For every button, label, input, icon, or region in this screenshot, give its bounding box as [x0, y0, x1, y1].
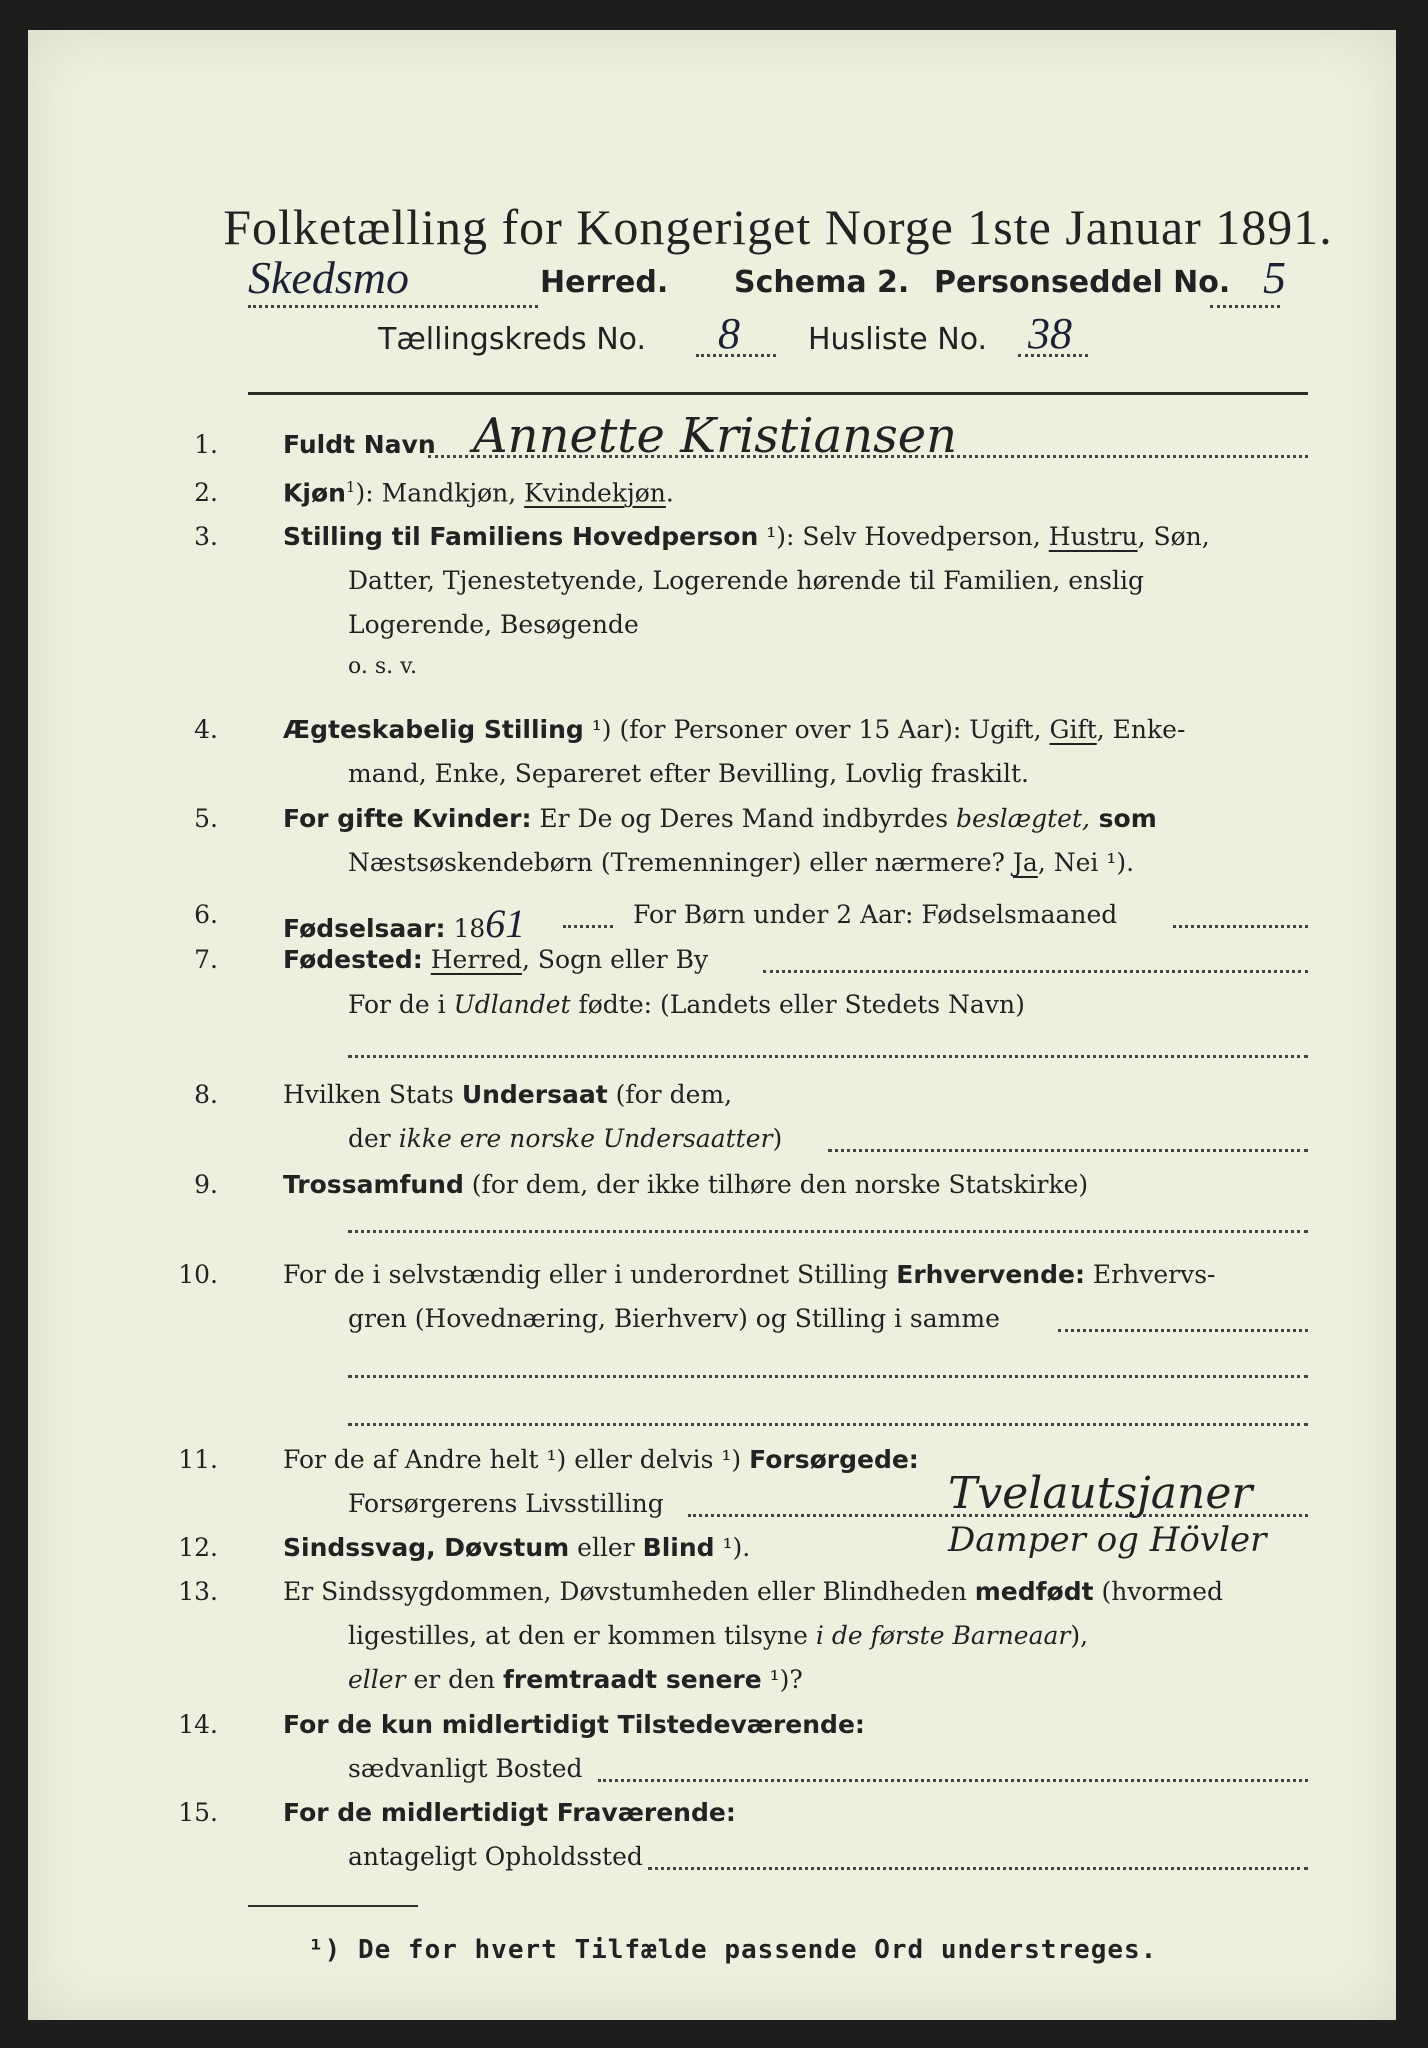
item-3-number: 3. [194, 522, 218, 551]
footnote: ¹) De for hvert Tilfælde passende Ord understreges. [308, 1935, 1158, 1965]
item-14-text: For de kun midlertidigt Tilstedeværende: [283, 1710, 865, 1739]
header-rule [248, 392, 1308, 395]
item-13-line-3: eller er den fremtraadt senere ¹)? [348, 1665, 803, 1694]
husliste-number: 38 [1028, 309, 1072, 358]
item-14-line-2: sædvanligt Bosted [348, 1754, 583, 1783]
item-3-line-4: o. s. v. [348, 654, 417, 679]
item-7-line-2: For de i Udlandet fødte: (Landets eller Stedets Navn) [348, 990, 1025, 1019]
item-7-number: 7. [194, 945, 218, 974]
item-1-number: 1. [194, 430, 218, 459]
item-6-number: 6. [194, 900, 218, 929]
item-9-number: 9. [194, 1170, 218, 1199]
item-1-label: Fuldt Navn [283, 430, 436, 459]
item-13-text: Er Sindssygdommen, Døvstumheden eller Blindheden medfødt (hvormed [283, 1577, 1223, 1606]
item-10-text: For de i selvstændig eller i underordnet Stilling Erhvervende: Erhvervs- [283, 1260, 1216, 1289]
item-10-line-2: gren (Hovednæring, Bierhverv) og Stilling i samme [348, 1304, 1000, 1333]
full-name-value: Annette Kristiansen [473, 408, 958, 464]
item-11-line-2: Forsørgerens Livsstilling [348, 1489, 664, 1518]
item-6-birth-month: For Børn under 2 Aar: Fødselsmaaned [633, 900, 1118, 929]
item-15-text: For de midlertidigt Fraværende: [283, 1798, 736, 1827]
item-3-text: Stilling til Familiens Hovedperson ¹): Selv Hovedperson, Hustru, Søn, [283, 522, 1210, 551]
husliste-label: Husliste No. [808, 322, 988, 357]
item-9-text: Trossamfund (for dem, der ikke tilhøre den norske Statskirke) [283, 1170, 1089, 1199]
item-14-number: 14. [178, 1710, 218, 1739]
item-7-text: Fødested: Herred, Sogn eller By [283, 945, 709, 974]
disability-value: Damper og Hövler [948, 1520, 1267, 1560]
item-2-text: Kjøn$^1$): Mandkjøn, Kvindekjøn. [283, 478, 674, 508]
item-10-number: 10. [178, 1260, 218, 1289]
item-13-line-2: ligestilles, at den er kommen tilsyne i de første Barneaar), [348, 1621, 1089, 1650]
item-12-text: Sindssvag, Døvstum eller Blind ¹). [283, 1533, 751, 1562]
item-3-line-2: Datter, Tjenestetyende, Logerende hørende til Familien, enslig [348, 566, 1145, 595]
herred-name: Skedsmo [248, 252, 409, 303]
item-6-text: Fødselsaar: 1861 [283, 901, 526, 946]
item-13-number: 13. [178, 1577, 218, 1606]
personseddel-label: Personseddel No. [934, 265, 1231, 300]
item-3-line-3: Logerende, Besøgende [348, 610, 639, 639]
item-15-number: 15. [178, 1798, 218, 1827]
schema-label: Schema 2. [734, 265, 910, 300]
item-11-number: 11. [178, 1445, 218, 1474]
footnote-rule [248, 1905, 418, 1907]
item-8-line-2: der ikke ere norske Undersaatter) [348, 1124, 783, 1153]
item-2-number: 2. [194, 478, 218, 507]
taellingskreds-number: 8 [718, 309, 740, 358]
herred-label: Herred. [540, 265, 669, 300]
item-12-number: 12. [178, 1533, 218, 1562]
item-4-text: Ægteskabelig Stilling ¹) (for Personer over 15 Aar): Ugift, Gift, Enke- [283, 715, 1186, 744]
census-form [28, 30, 1396, 2020]
taellingskreds-label: Tællingskreds No. [378, 322, 646, 357]
personseddel-number: 5 [1263, 252, 1286, 303]
item-8-text: Hvilken Stats Undersaat (for dem, [283, 1080, 733, 1109]
item-15-line-2: antageligt Opholdssted [348, 1842, 643, 1871]
taellingskreds-line [378, 309, 1278, 372]
item-4-number: 4. [194, 715, 218, 744]
herred-line [248, 252, 1308, 325]
form-title: Folketælling for Kongeriget Norge 1ste Januar 1891. [223, 199, 1333, 255]
item-8-number: 8. [194, 1080, 218, 1109]
item-5-line-2: Næstsøskendebørn (Tremenninger) eller nærmere? Ja, Nei ¹). [348, 848, 1135, 877]
item-5-text: For gifte Kvinder: Er De og Deres Mand indbyrdes beslægtet, som [283, 804, 1157, 833]
item-5-number: 5. [194, 804, 218, 833]
item-4-line-2: mand, Enke, Separeret efter Bevilling, Lovlig fraskilt. [348, 759, 1029, 788]
provider-occupation-value: Tvelautsjaner [948, 1468, 1253, 1519]
item-11-text: For de af Andre helt ¹) eller delvis ¹) Forsørgede: [283, 1445, 919, 1474]
